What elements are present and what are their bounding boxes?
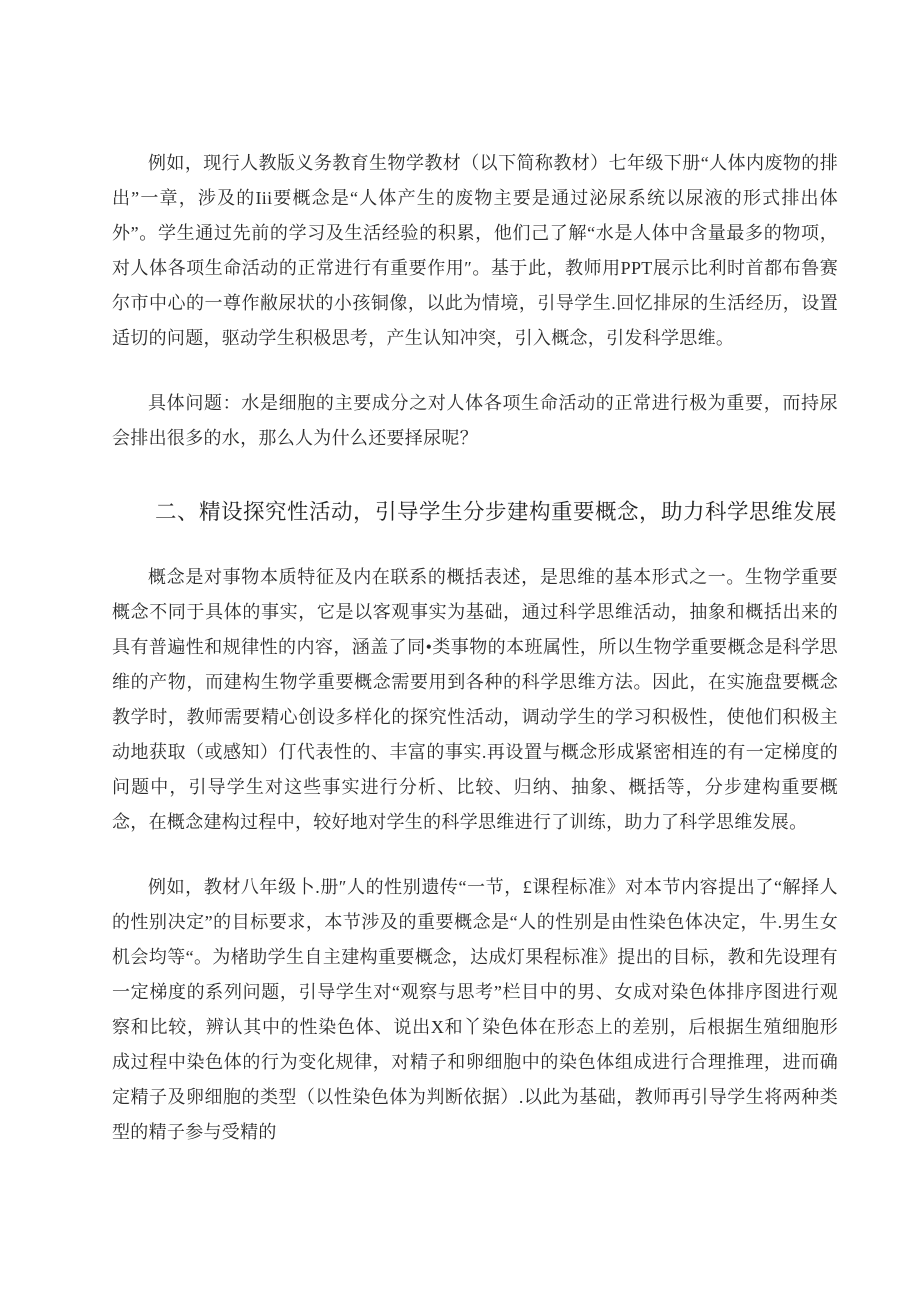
paragraph-example-grade7: 例如，现行人教版义务教育生物学教材（以下简称教材）七年级下册“人体内废物的排出”一章，涉及的Iii要概念是“人体产生的废物主要是通过泌尿系统以尿液的形式排出体外”。学生通过先前的学习及生活经验的积累，他们己了解“水是人体中含量最多的物项，对人体各项生命活动的正常进行有重要作用″。基于此，教师用PPT展示比利时首都布鲁赛尔市中心的一尊作敝尿状的小孩铜像，以此为情境，引导学生.回忆排尿的生活经历，设置适切的问题，驱动学生积极思考，产生认知冲突，引入概念，引发科学思维。 [112, 153, 838, 348]
paragraph-specific-question: 具体问题：水是细胞的主要成分之对人体各项生命活动的正常进行极为重要，而持尿会排出很多的水，那么人为什么还要择尿呢？ [112, 393, 838, 448]
paragraph-concept-definition: 概念是对事物本质特征及内在联系的概括表述，是思维的基本形式之一。生物学重要概念不同于具体的事实，它是以客观事实为基础，通过科学思维活动，抽象和概括出来的具有普遍性和规律性的内容，涵盖了同•类事物的本班属性，所以生物学重要概念是科学思维的产物，而建构生物学重要概念需要用到各种的科学思维方法。因此，在实施盘要概念教学时，教师需要精心创设多样化的探究性活动，调动学生的学习积极性，使他们积极主动地获取（或感知）仃代表性的、丰富的事实.再设置与概念形成紧密相连的有一定梯度的问题中，引导学生对这些事实进行分析、比较、归纳、抽象、概括等，分步建构重要概念，在概念建构过程中，较好地对学生的科学思维进行了训练，助力了科学思维发展。 [112, 567, 838, 832]
document-content [112, 146, 838, 1150]
paragraph-example-grade8: 例如，教材八年级卜.册″人的性别遗传“一节，£课程标准》对本节内容提出了“解择人的性别决定”的目标要求，本节涉及的重要概念是“人的性别是由性染色体决定，牛.男生女机会均等“。为楮助学生自主建构重要概念，达成灯果程标准》提出的目标，教和先设理有一定梯度的系列问题，引导学生对“观察与思考”栏目中的男、女成对染色体排序图进行观察和比较，辨认其中的性染色体、说出X和丫染色体在形态上的差别，后根据生殖细胞形成过程中染色体的行为变化规律，对精子和卵细胞中的染色体组成进行合理推理，进而确定精子及卵细胞的类型（以性染色体为判断依据）.以此为基础，教师再引导学生将两种类型的精子参与受精的 [112, 877, 838, 1142]
section-heading: 二、精设探究性活动，引导学生分步建构重要概念，助力科学思维发展 [155, 500, 838, 524]
